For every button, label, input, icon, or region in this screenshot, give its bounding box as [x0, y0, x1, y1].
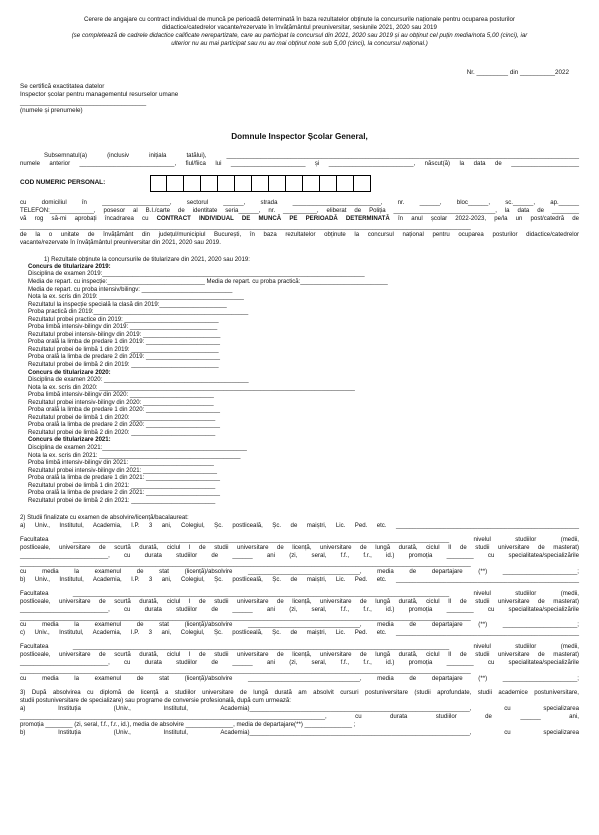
- studies-a-institution[interactable]: a) Univ., Institutul, Academia, I.P. 3 ani, Colegiul, Șc. postliceală, Șc. de maiștri, Lic. Ped. etc. ______________________________________________________: [20, 522, 579, 530]
- contest-2020-heading: Concurs de titularizare 2020:: [28, 369, 111, 376]
- header-line-1: Cerere de angajare cu contract individual de muncă pe perioadă determinată în baza rezultatelor obținute la concursurile naționale pentru ocuparea posturilor: [84, 16, 515, 23]
- studies-c-faculty[interactable]: Facultatea _______________________________________________________________________________________________________________ nivelul studiilor (medii,: [20, 643, 579, 651]
- studies-b-level-desc: postliceale, universitare de scurtă durată, ciclul I de studii universitare de licență, universitare de lungă durată, ciclul II de studii universitare de masterat): [20, 597, 579, 605]
- cnp-digit-box[interactable]: [303, 175, 320, 192]
- cnp-digit-box[interactable]: [235, 175, 252, 192]
- cnp-digit-box[interactable]: [184, 175, 201, 192]
- studies-c-grades[interactable]: cu media la examenul de stat (licență)/absolvire _________________________________, media de departajare (**) ______________________;: [20, 675, 579, 682]
- contest-2019-item[interactable]: Rezultatul la inspecție specială la clasă din 2019:____________________: [28, 301, 227, 308]
- studies-b-grades[interactable]: cu media la examenul de stat (licență)/absolvire _________________________________, media de departajare (**) ______________________;: [20, 621, 579, 629]
- registration-number-line[interactable]: Nr. _________ din __________2022: [466, 69, 569, 77]
- studies-a-specialization[interactable]: _____________________________________________________________________________________________________________________________________: [20, 560, 471, 568]
- contest-2020-item[interactable]: Disciplina de examen 2020: ___________________________________________: [28, 377, 249, 384]
- applicant-intro: [20, 152, 579, 247]
- contest-2021-item[interactable]: Rezultatul probei de limbă 2 din 2021: _________________________: [28, 497, 216, 504]
- postgrad-a-institution[interactable]: a) Instituția (Univ., Institutul, Academia)_________________________________________________________________, cu specializarea: [20, 704, 579, 712]
- contest-2019-item[interactable]: Media de repart. cu inspecție:_____________________________ Media de repart. cu proba practică:__________________________: [28, 279, 388, 285]
- contest-2019-item[interactable]: Media de repart. cu proba intensiv/bilingv: ___________________________: [28, 286, 233, 293]
- address-line[interactable]: cu domiciliul în ____________________, sectorul ______, strada __________________________, nr. ______, bloc______, sc.______, ap.______: [20, 199, 579, 207]
- contest-2019-item[interactable]: Disciplina de examen 2019:______________________________________________________________________________: [28, 271, 365, 278]
- section-1-heading: 1) Rezultate obținute la concursurile de titularizare din 2021, 2020 sau 2019:: [44, 255, 250, 263]
- contest-2019-heading: Concurs de titularizare 2019:: [28, 263, 111, 270]
- section-1-results: [20, 256, 579, 505]
- postgrad-b-institution[interactable]: b) Instituția (Univ., Institutul, Academia)_________________________________________________________________, cu specializarea: [20, 728, 579, 736]
- cnp-boxes: [150, 175, 371, 192]
- studies-a-faculty[interactable]: Facultatea _______________________________________________________________________________________________________________ nivelul studiilor (medii,: [20, 536, 579, 544]
- results-list: [20, 264, 579, 506]
- request-text-a: vă rog să-mi aprobați încadrarea cu: [20, 215, 157, 223]
- studies-b-institution[interactable]: b) Univ., Institutul, Academia, I.P. 3 ani, Colegiul, Șc. postliceală, Șc. de maiștri, Lic. Ped. etc. ______________________________________________________: [20, 575, 579, 583]
- cert-line-1: Se certifică exactitatea datelor: [20, 82, 105, 90]
- spacer: [20, 505, 579, 514]
- contest-2019-item[interactable]: Rezultatul probei de limbă 1 din 2019: __________________________: [28, 346, 219, 353]
- header-note-1: (se completează de cadrele didactice calificate nerepartizate, care au participat la concursul din 2021, 2020 sau 2019 și au obținut cel puțin media/nota 5,00 (cinci), iar: [71, 32, 528, 40]
- section-2-studies: [20, 514, 579, 683]
- studies-b-faculty[interactable]: Facultatea _______________________________________________________________________________________________________________ nivelul studiilor (medii,: [20, 589, 579, 597]
- contest-2019-item[interactable]: Proba practică din 2019:______________________________________________: [28, 309, 249, 316]
- certification-block: [20, 83, 579, 116]
- contest-2021-item[interactable]: Proba orală la limba de predare 2 din 2021: ______________________: [28, 490, 220, 497]
- contest-2021-item[interactable]: Nota la ex. scris din 2021: __________________________________________: [28, 452, 241, 459]
- contest-2021-item[interactable]: Proba orală la limba de predare 1 din 2021: ______________________: [28, 475, 220, 482]
- cnp-digit-box[interactable]: [337, 175, 354, 192]
- request-contract-type: CONTRACT INDIVIDUAL DE MUNCĂ PE PERIOADĂ DETERMINATĂ: [156, 215, 390, 223]
- contest-2020-item[interactable]: Nota la ex. scris din 2020: ____________________________________________________________________________: [28, 384, 355, 391]
- header-note-2: ulterior nu au mai participat sau nu au mai obținut note sub 5,00 (cinci), la concursul național.): [171, 40, 428, 48]
- section-3-heading-1: 3) După absolvirea cu diplomă de licență a studiilor universitare de lungă durată am absolvit cursuri postuniversitare (studii aprofundate, studii academice postuniversitare,: [20, 688, 579, 696]
- studies-b-specialization[interactable]: _____________________________________________________________________________________________________________________________________: [20, 613, 471, 621]
- studies-b-duration[interactable]: __________________________, cu durata studiilor de ______ ani (zi, seral, f.f., f.r., id.) promoția ________ cu specialitatea/specializările: [20, 605, 579, 613]
- cnp-row: [20, 175, 579, 191]
- contest-2021-item[interactable]: Rezultatul probei intensiv-bilingv din 2021: ______________________: [28, 467, 217, 474]
- studies-a-level-desc: postliceale, universitare de scurtă durată, ciclul I de studii universitare de licență, universitare de lungă durată, ciclul II de studii universitare de masterat): [20, 544, 579, 552]
- phone-id-line[interactable]: TELEFON:_____________, posesor al B.I./carte de identitate seria______, nr. __________, eliberat de Poliția ______________________________, la data de ________: [20, 207, 579, 215]
- cnp-digit-box[interactable]: [320, 175, 337, 192]
- contest-2019-item[interactable]: Nota la ex. scris din 2019: ___________________________________________: [28, 294, 244, 301]
- studies-a-duration[interactable]: __________________________, cu durata studiilor de ______ ani (zi, seral, f.f., f.r., id.) promoția ________ cu specialitatea/specializările: [20, 552, 579, 560]
- cert-name-caption: (numele și prenumele): [20, 107, 83, 115]
- form-header: [20, 16, 579, 48]
- cnp-digit-box[interactable]: [354, 175, 371, 192]
- contest-2019-item[interactable]: Proba orală la limba de predare 2 din 2019: ______________________: [28, 354, 220, 361]
- basis-line-2: vacante/rezervate în învățământul preuniversitar din 2021, 2020 sau 2019.: [20, 239, 221, 247]
- contest-2021-item[interactable]: Disciplina de examen 2021:___________________________________________: [28, 445, 247, 452]
- studies-a-grades[interactable]: cu media la examenul de stat (licență)/absolvire _________________________________, media de departajare (**) ______________________;: [20, 567, 579, 575]
- postgrad-a-promotion[interactable]: promoția ________ (zi, seral, f.f., f.r., id.), media de absolvire ______________, media de departajare(**) ______________ ;: [20, 720, 356, 728]
- cnp-digit-box[interactable]: [269, 175, 286, 192]
- contest-2020-item[interactable]: Proba limbă intensiv-bilingv din 2020: _________________________: [28, 392, 214, 399]
- cnp-digit-box[interactable]: [286, 175, 303, 192]
- contest-2019-item[interactable]: Rezultatul probei de limbă 2 din 2019: __________________________: [28, 362, 219, 369]
- contest-2021-heading: Concurs de titularizare 2021:: [28, 437, 111, 444]
- document-title: Domnule Inspector Școlar General,: [231, 131, 368, 141]
- section-3-postgraduate: [20, 689, 579, 737]
- basis-line-1: de la o unitate de învățământ din județul/municipiul București, în baza rezultatelor obținute la concursul național pentru ocuparea posturilor didactice/catedrelor: [20, 231, 579, 239]
- request-text-c: în anul școlar 2022-2023, pe/la un post/catedră de: [389, 215, 580, 223]
- studies-c-institution[interactable]: c) Univ., Institutul, Academia, I.P. 3 ani, Colegiul, Șc. postliceală, Șc. de maiștri, Lic. Ped. etc. ______________________________________________________: [20, 629, 579, 637]
- spacer: [20, 247, 579, 253]
- studies-c-level-desc: postliceale, universitare de scurtă durată, ciclul I de studii universitare de licență, universitare de lungă durată, ciclul II de studii universitare de masterat): [20, 651, 579, 659]
- contest-2020-item[interactable]: Rezultatul probei de limbă 2 din 2020: _________________________: [28, 429, 216, 436]
- postgrad-a-specialization[interactable]: __________________________________________________________________________________________, cu durata studiilor de ______ ani,: [20, 712, 579, 720]
- studies-c-specialization[interactable]: _____________________________________________________________________________________________________________________________________: [20, 667, 471, 675]
- cnp-digit-box[interactable]: [218, 175, 235, 192]
- section-2-heading: 2) Studii finalizate cu examen de absolvire/licență/bacalaureat:: [20, 514, 189, 522]
- contest-2020-item[interactable]: Rezultatul probei intensiv-bilingv din 2020: _____________________: [28, 399, 214, 406]
- studies-c-duration[interactable]: __________________________, cu durata studiilor de ______ ani (zi, seral, f.f., f.r., id.) promoția ________ cu specialitatea/specializările: [20, 659, 579, 667]
- contest-2021-item[interactable]: Rezultatul probei de limbă 1 din 2021: _________________________: [28, 482, 216, 489]
- cnp-digit-box[interactable]: [252, 175, 269, 192]
- contest-2020-item[interactable]: Rezultatul probei de limbă 1 din 2020: _________________________: [28, 414, 216, 421]
- cnp-digit-box[interactable]: [167, 175, 184, 192]
- cnp-digit-box[interactable]: [150, 175, 167, 192]
- contest-2019-item[interactable]: Rezultatul probei practice din 2019: ____________________________: [28, 316, 219, 323]
- contest-2020-item[interactable]: Proba orală la limba de predare 1 din 2020: ______________________: [28, 407, 220, 414]
- contest-2019-item[interactable]: Rezultatul probei intensiv-bilingv din 2019: _______________________: [28, 331, 221, 338]
- post-blank-line[interactable]: _____________________________________________________________________________________________________________________________________: [20, 223, 471, 231]
- request-line: [20, 215, 579, 223]
- applicant-parents-line[interactable]: numele anterior ____________________________, fiul/fiica lui ______________________ și _________________________, născut(ă) la data de ____________________: [20, 159, 579, 167]
- applicant-name-line[interactable]: Subsemnatul(a) (inclusiv inițiala tatălui), ________________________________________________________________________________________________________: [44, 151, 579, 159]
- header-line-2: didactice/catedrelor vacante/rezervate în învățământul preuniversitar, sesiunile 2021, 2020 sau 2019: [162, 24, 437, 32]
- contest-2020-item[interactable]: Proba orală la limba de predare 2 din 2020: ______________________: [28, 422, 220, 429]
- contest-2021-item[interactable]: Proba limbă intensiv-bilingv din 2021: _________________________: [28, 460, 214, 467]
- contest-2019-item[interactable]: Proba limbă intensiv-bilingv din 2019: __________________________: [28, 324, 218, 331]
- section-3-heading-2: studii postuniversitare de specializare) sau programe de conversie profesională, după cum urmează:: [20, 696, 291, 704]
- cnp-label: COD NUMERIC PERSONAL:: [20, 179, 106, 187]
- cnp-digit-box[interactable]: [201, 175, 218, 192]
- cert-signature-line[interactable]: ____________________________________: [20, 99, 147, 107]
- cert-line-2: Inspector școlar pentru managementul resurselor umane: [20, 91, 179, 99]
- contest-2019-item[interactable]: Proba orală la limba de predare 1 din 2019: ______________________: [28, 339, 220, 346]
